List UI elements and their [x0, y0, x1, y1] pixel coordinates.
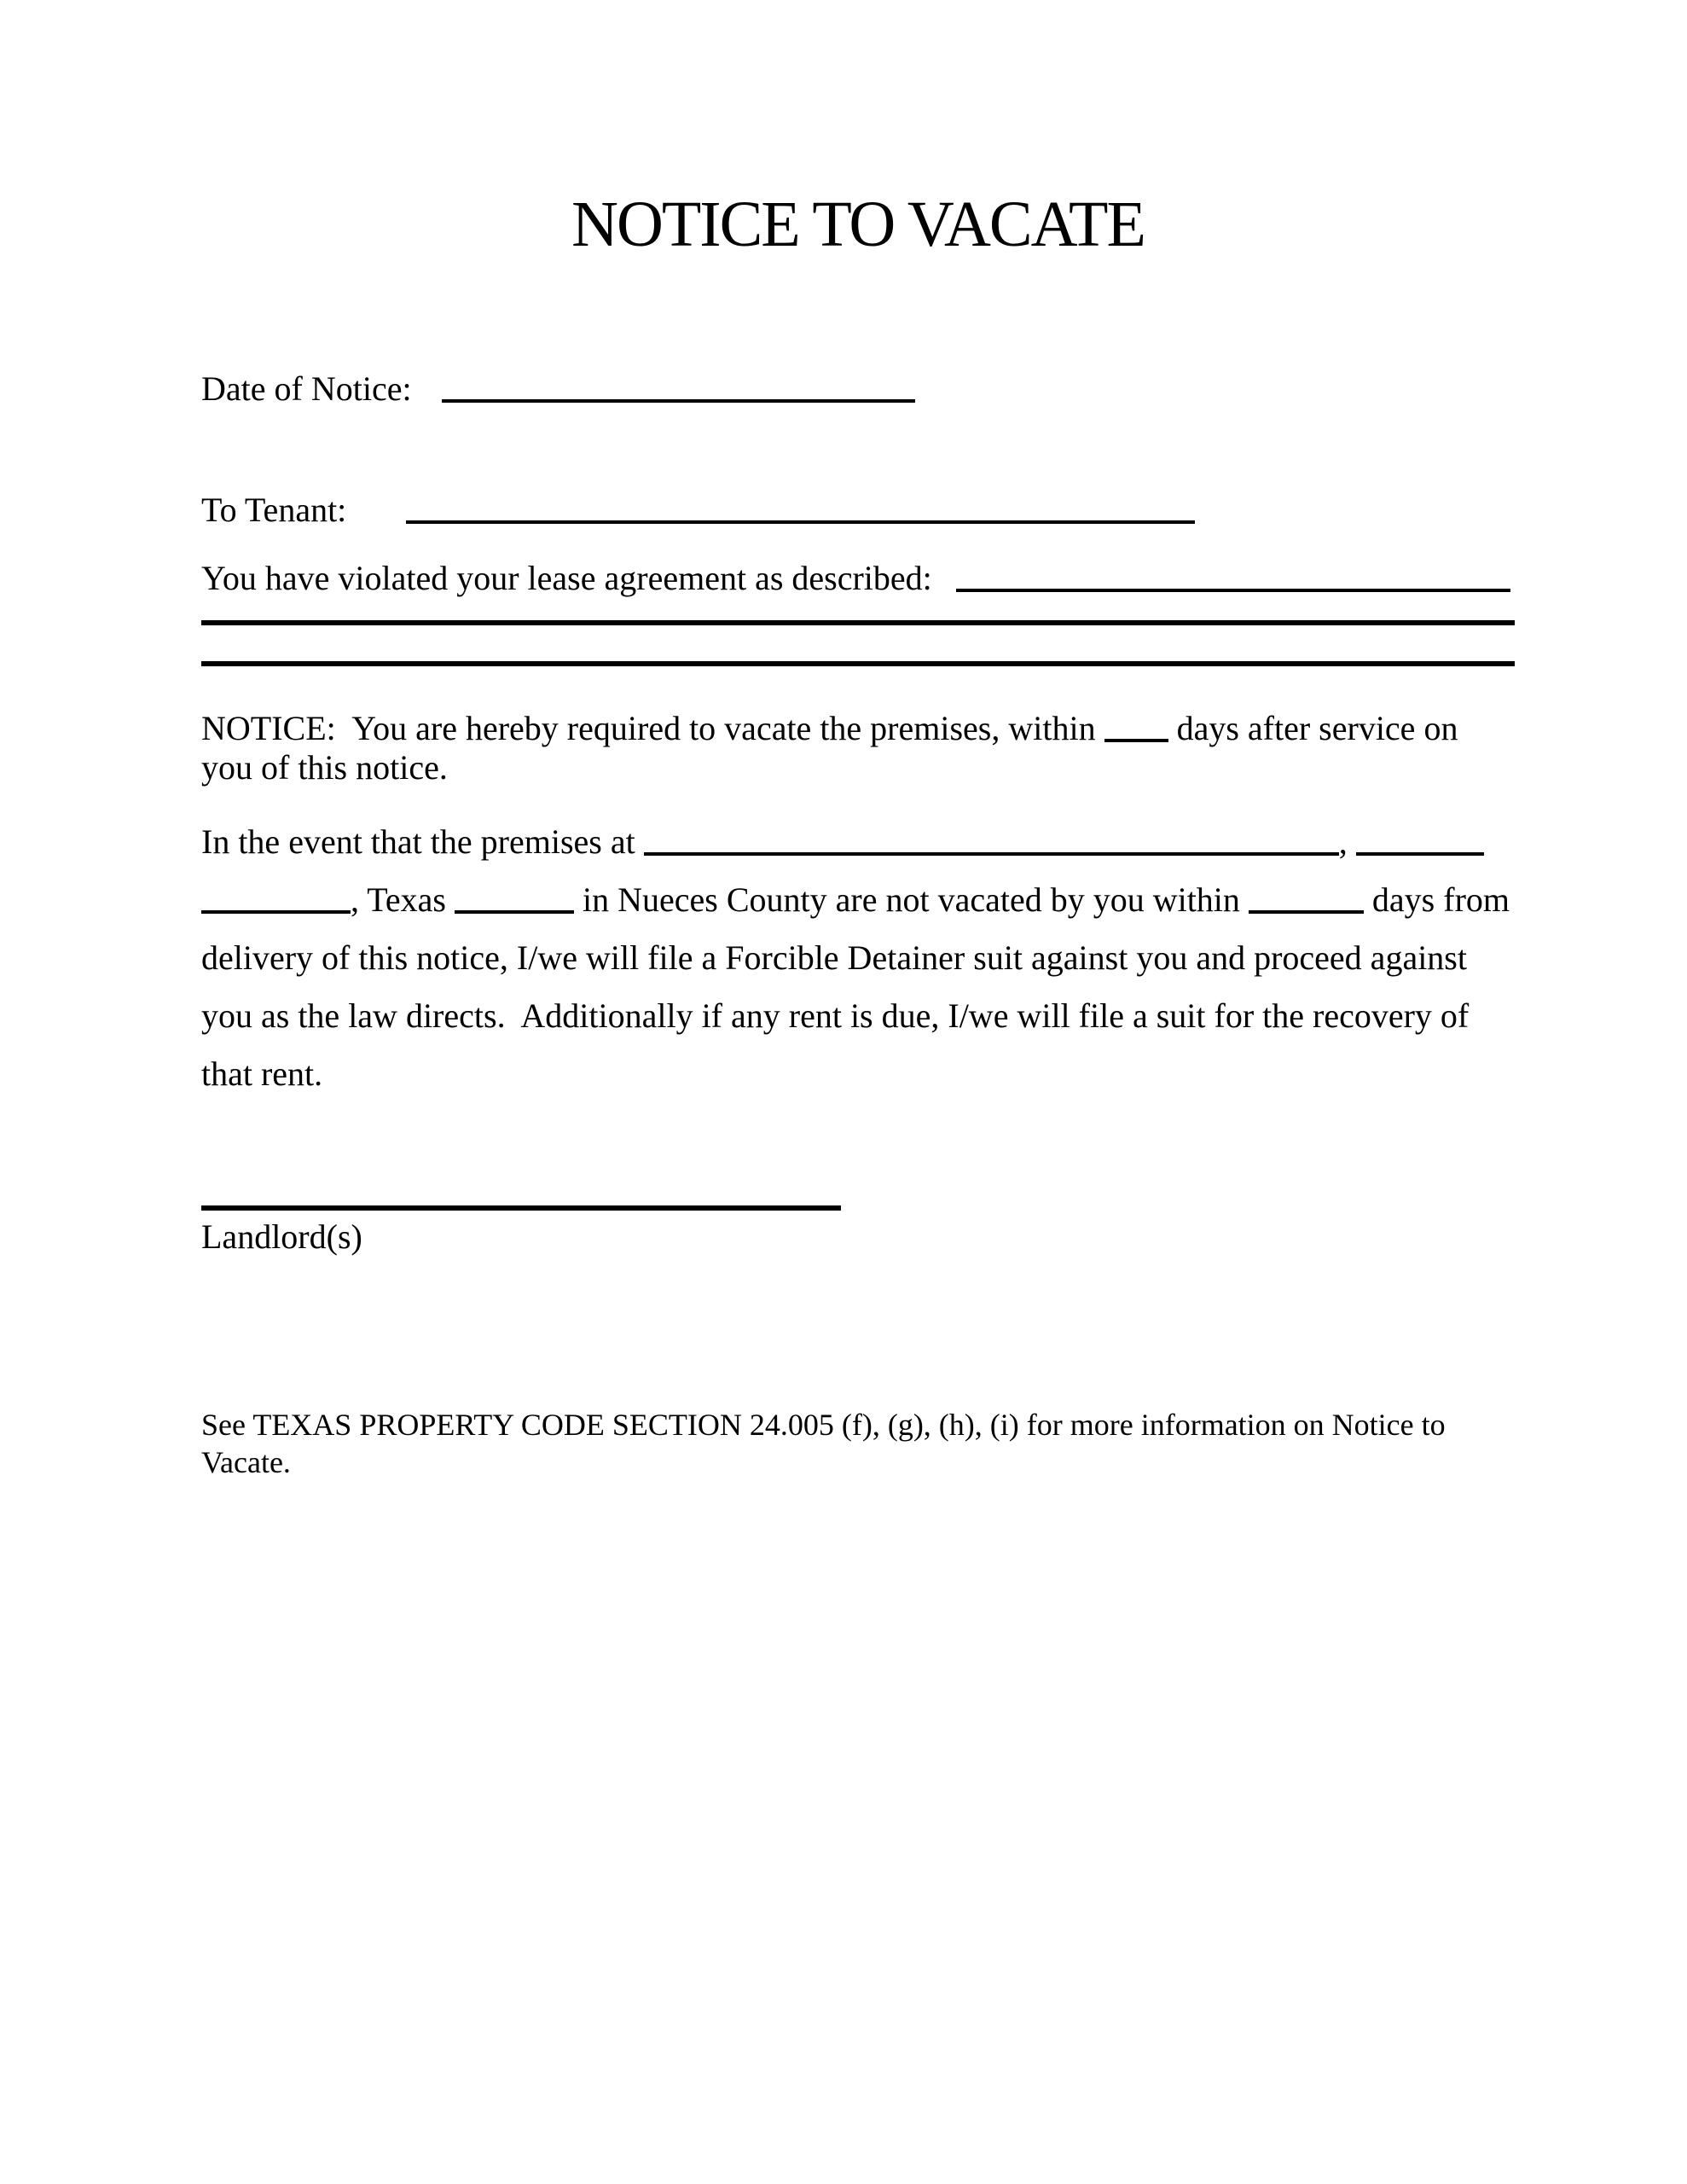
notice-clause-text-after: days after service on you of this notice.	[201, 709, 1458, 787]
event-consequence-text: days from delivery of this notice, I/we will file a Forcible Detainer suit against you and proceed against you as the law directs. Additionally if any rent is due, I/we will file a suit for the recovery of that rent.	[201, 880, 1510, 1094]
violation-blank-line-3[interactable]	[201, 661, 1515, 666]
to-tenant-blank[interactable]	[406, 495, 1195, 524]
date-of-notice-blank[interactable]	[442, 374, 915, 403]
date-of-notice-label: Date of Notice:	[201, 369, 412, 409]
signature-block	[201, 1205, 1515, 1257]
violation-blank-inline[interactable]	[956, 563, 1510, 592]
event-texas-text: , Texas	[351, 880, 446, 920]
notice-clause-text-before: NOTICE: You are hereby required to vacate the premises, within	[201, 709, 1096, 748]
violation-label: You have violated your lease agreement as described:	[201, 559, 932, 598]
event-premises-text: In the event that the premises at	[201, 822, 635, 862]
notice-clause	[201, 709, 1515, 787]
to-tenant-label: To Tenant:	[201, 491, 347, 530]
landlord-label: Landlord(s)	[201, 1217, 362, 1257]
date-of-notice-row	[201, 369, 1515, 409]
city-blank-2[interactable]	[201, 885, 351, 914]
notice-days-blank[interactable]	[1104, 713, 1168, 742]
landlord-signature-line[interactable]	[201, 1205, 841, 1211]
event-comma: ,	[1338, 822, 1348, 862]
event-county-text: in Nueces County are not vacated by you within	[583, 880, 1240, 920]
to-tenant-row	[201, 491, 1515, 530]
premises-address-blank[interactable]	[644, 827, 1339, 856]
event-clause	[201, 813, 1515, 1103]
city-blank-1[interactable]	[1356, 827, 1484, 856]
violation-row	[201, 559, 1515, 598]
violation-blank-line-2[interactable]	[201, 620, 1515, 625]
property-code-footnote: See TEXAS PROPERTY CODE SECTION 24.005 (f), (g), (h), (i) for more information on Notice to Vacate.	[201, 1408, 1446, 1480]
days-from-blank[interactable]	[1249, 885, 1364, 914]
page-title: NOTICE TO VACATE	[571, 189, 1145, 260]
zip-blank[interactable]	[455, 885, 574, 914]
